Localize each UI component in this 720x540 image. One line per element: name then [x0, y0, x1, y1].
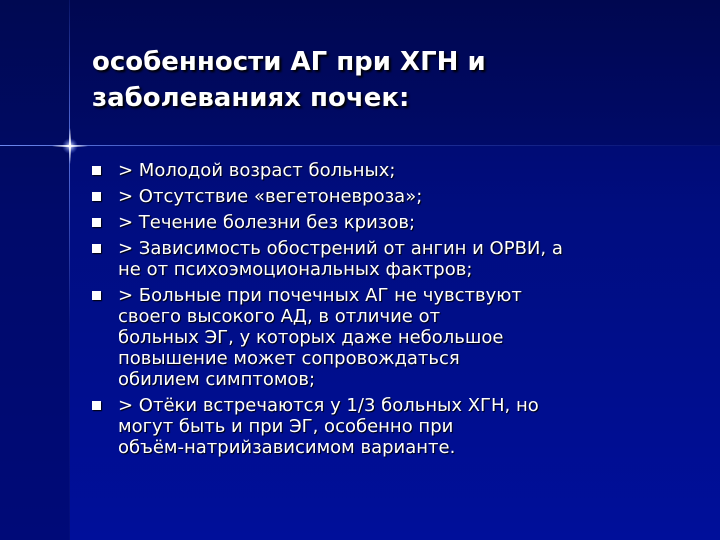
bullet-text: > Отёки встречаются у 1/3 больных ХГН, но могут быть и при ЭГ, особенно при объём-натрийзависимом варианте. — [118, 395, 539, 458]
square-bullet-icon — [92, 401, 101, 410]
slide-title: особенности АГ при ХГН и заболеваниях почек: — [92, 47, 486, 113]
square-bullet-icon — [92, 291, 101, 300]
bullet-text: > Отсутствие «вегетоневроза»; — [118, 186, 423, 207]
bullet-text: > Больные при почечных АГ не чувствуют своего высокого АД, в отличие от больных ЭГ, у которых даже небольшое повышение может сопровождаться обилием симптомов; — [118, 285, 522, 390]
sparkle-icon — [52, 128, 88, 164]
bullet-text: > Течение болезни без кризов; — [118, 212, 416, 233]
square-bullet-icon — [92, 192, 101, 201]
list-item — [90, 212, 680, 233]
bullet-text: > Зависимость обострений от ангин и ОРВИ, а не от психоэмоциональных фактров; — [118, 238, 563, 280]
bullet-list — [90, 160, 680, 463]
bullet-text: > Молодой возраст больных; — [118, 160, 396, 181]
list-item — [90, 160, 680, 181]
square-bullet-icon — [92, 244, 101, 253]
list-item — [90, 395, 680, 458]
square-bullet-icon — [92, 166, 101, 175]
list-item — [90, 285, 680, 390]
list-item — [90, 238, 680, 280]
left-band — [0, 0, 70, 540]
square-bullet-icon — [92, 218, 101, 227]
horizontal-divider — [0, 145, 720, 146]
vertical-divider — [69, 0, 70, 540]
list-item — [90, 186, 680, 207]
